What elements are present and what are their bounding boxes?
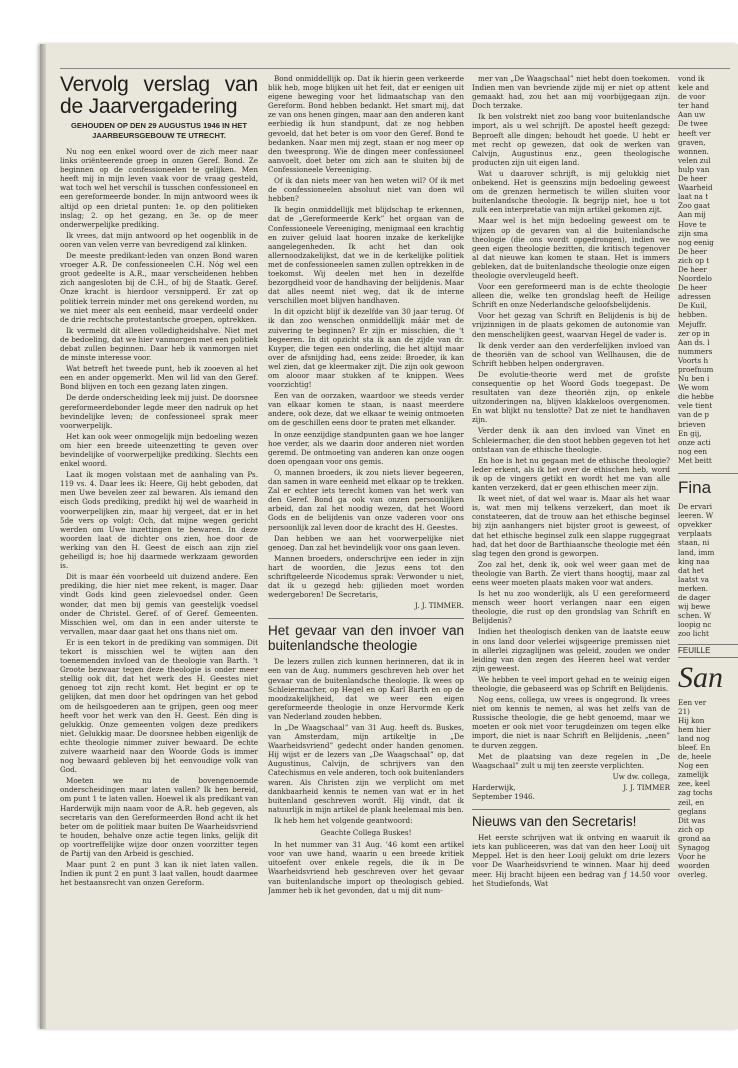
column-1-body	[60, 147, 258, 887]
text-line: De ervari	[678, 502, 713, 512]
text-line: 21)	[678, 706, 690, 716]
text-line: zee, keel	[678, 779, 711, 789]
text-line: merken.	[678, 583, 709, 593]
text-line: heeft ver	[678, 128, 711, 138]
text-line: nog eenig	[678, 237, 714, 247]
text-line: zamelijk	[678, 770, 709, 780]
text-line: zich op	[678, 824, 704, 834]
paragraph: Verder denk ik aan den invloed van Vinet en Schleiermacher, die den stoot hebben gegeven tot het ontstaan van de ethische theologie.	[472, 426, 670, 454]
feuilleton-label: FEUILLE	[678, 644, 738, 657]
text-line: De twee	[678, 119, 708, 129]
column-4-top	[678, 74, 738, 465]
text-line: Synagog	[678, 843, 710, 853]
paragraph: Maar wel is het mijn bedoeling geweest om te wijzen op de gevaren van al die buitenlandsche theologie (die ons wordt opgedrongen), indien we geen eigen theologie bezitten, die kritisch tegenover al dat nieuwe kan komen te staan. Het is immers gebleken, dat de buitenlandsche theologie onze eigen theologie overvleugeld heeft.	[472, 216, 670, 280]
paragraph: In dit opzicht blijf ik dezelfde van 30 jaar terug. Of ik dan zoo wenschen onmiddellijk mâár met de zuivering te beginnen? Er zijn er misschien, die 't begeeren. In dit opzicht sta ik aan de zijde van dr. Kuyper, die tegen een onderling, die het altijd maar over de afsnijding had, eens zeide: Broeder, ik kan wel zien, dat ge kleermaker zijt. Die zijn ook gewoon om alooor maar stukken af te knippen. Wees voorzichtig!	[268, 307, 464, 390]
section-title-theology: Het gevaar van den invoer van buitenlandsche theologie	[268, 618, 464, 653]
paragraph: In „De Waagschaal” van 31 Aug. heeft ds. Buskes, van Amsterdam, mijn artikeltje in „De Waarheidsvriend” gedecht onder handen genomen. Hij wijst er de lezers van „De Waagschaal” op, dat Augustinus, Calvijn, de schrijvers van den Catechismus en vele anderen, toch ook buitenlanders waren. Als Christen zijn we verplicht om met dankbaarheid kennis te nemen van wat er in het buitenland geschreven wordt. Hij vindt, dat ik natuurlijk in mijn artikel de plank heelemaal mis ben.	[268, 723, 464, 814]
paragraph: De evolutie-theorie werd met de grofste consequentie op het Woord Gods toegepast. De resultaten van deze theoriën zijn, op enkele uitzonderingen na, blijven klakkeloos overgenomen. En wat blijkt nu tenslotte? Dat ze niet te handhaven zijn.	[472, 369, 670, 425]
letter-closing: Uw dw. collega,	[612, 771, 670, 781]
paragraph: We hebben te veel import gehad en te weinig eigen theologie, die gebaseerd was op Schrift en Belijdenis.	[472, 674, 670, 693]
secretary-signature: J. J. TIMMER.	[414, 601, 464, 611]
paragraph: Of ik dan niets meer van hen weten wil? Of ik met de confessioneelen absoluut niet van doen wil hebben?	[268, 176, 464, 204]
news-body: Het eerste schrijven wat ik ontving en waaruit ik iets kan publiceeren, was dat van den heer Looij uit Meppel. Het is den heer Looij gelukt om drie lezers voor De Waarheidsvriend te winnen. Maar hij deed meer. Hij bracht bijeen een bedrag van ƒ 14.50 voor het Studiefonds, Wat	[472, 833, 670, 888]
text-line: die hebbe	[678, 392, 714, 402]
text-line: geglans	[678, 806, 707, 816]
article-headline: Vervolg verslag van de Jaarvergadering	[60, 74, 258, 118]
text-line: hulp van	[678, 164, 710, 174]
text-line: We wom	[678, 383, 709, 393]
text-line: woorden	[678, 861, 710, 871]
text-line: staan, ni	[678, 538, 710, 548]
text-line: de voor	[678, 92, 706, 102]
text-line: hebben.	[678, 310, 708, 320]
paragraph: In onze eenzijdige standpunten gaan we hoe langer hoe verder, als we daarin door anderen niet worden geremd. De ontmoeting van anderen kan onze oogen doen opengaan voor ons gemis.	[268, 429, 464, 466]
text-line: bleef. En	[678, 743, 711, 752]
text-line: Noordelo	[678, 274, 712, 284]
letter-name: J. J. TIMMER	[623, 782, 670, 792]
text-line: land nog	[678, 733, 710, 743]
article-subheading: GEHOUDEN OP DEN 29 AUGUSTUS 1946 IN HET JAARBEURSGEBOUW TE UTRECHT.	[71, 121, 247, 140]
column-4-mid	[678, 502, 738, 638]
paragraph: Indien het theologisch denken van de laatste eeuw in ons land door velerlei wijsgeerige premissen niet in allerlei zigzaglijnen was geleid, zouden we onder leiding van den zegen des Heeren heel wat verder zijn geweest.	[472, 627, 670, 673]
paragraph: Mannen broeders, onderschrijve een ieder in zijn hart de woorden, die Jezus eens tot den schriftgeleerde Nicodemus sprak: Verwonder u niet, dat ik u gezegd heb: gijlieden moet worden wedergeboren! De Secretaris,	[268, 553, 464, 600]
text-line: dat het	[678, 565, 704, 575]
text-line: zag tochs	[678, 788, 713, 798]
text-line: Waarheid	[678, 183, 713, 193]
paragraph: De meeste predikant-leden van onzen Bond waren vroeger A.R. De confessioneelen C.H. Nóg wel een groot gedeelte is A.R., maar verscheidenen hebben zich aangesloten bij de C.H., of bij de Staatk. Geref. Onze kracht is hierdoor versnipperd. Er zat op politiek terrein minder met ons gerekend worden, nu we niet meer als een eenheid, maar verdeeld onder de drie rechtsche protestantsche groepen, optrekken.	[60, 251, 258, 324]
text-line: proefnum	[678, 365, 714, 374]
paragraph: mer van „De Waagschaal” niet hebt doen toekomen. Indien men van bevriende zijde mij er niet op attent gemaakt had, zou het aan mij voorbijgegaan zijn. Doch terzake.	[472, 74, 670, 111]
top-rule	[60, 68, 730, 69]
paragraph: Een van de oorzaken, waardoor we steeds verder van elkaar komen te staan, is naast meerdere andere, ook deze, dat we elkaar te weinig ontmoeten om de geschillen eens door te praten met elkander.	[268, 391, 464, 428]
text-line: overleg.	[678, 870, 708, 880]
letter-place: Harderwijk,	[472, 782, 516, 792]
paragraph: Er is een tekort in de prediking van sommigen. Dit tekort is misschien wel te wijten aan den toenemenden invloed van de theologie van Barth. 't Groote bezwaar tegen deze theologie is onder meer stellig ook dit, dat het werk des H. Geestes niet genoeg tot zijn recht komt. Het begint er op te gelijken, dat men door het opdringen van het gebod om de heilsgoederen aan te grijpen, geen oog meer heeft voor het werk van den H. Geest. Eén ding is gelukkig. Onze gemeenten volgen deze predikers niet. Gelukkig maar. De doorsnee hebben eigenlijk de echte theologie nimmer zuiver bewaard. De echte zuivere waarheid naar den Woorde Gods is immer nog bewaard gebleven bij het eenvoudige volk van God.	[60, 637, 258, 775]
column-2	[268, 74, 464, 1024]
text-line: vele tient	[678, 401, 713, 411]
text-line: De heer	[678, 283, 707, 293]
column-4	[678, 74, 738, 1024]
text-line: Dit was	[678, 815, 706, 825]
paragraph: De lezers zullen zich kunnen herinneren, dat ik in een van de Aug. nummers geschreven heb over het gevaar van de buitenlandsche theologie. Ik wees op Schleiermacher, op Hegel en op Karl Barth en op de moodzakelijkheid, dat we weer een eigen gereformeerde theologie in onze Hervormde Kerk van Nederland zouden hebben.	[268, 657, 464, 721]
text-line: nummers	[678, 346, 713, 356]
text-line: Hij kon	[678, 715, 705, 725]
text-line: de, heele	[678, 752, 712, 762]
paragraph: Nog eens, collega, uw vrees is ongegrond. Ik vrees niet om kennis te nemen, al was het zelfs van de Russische theologie, die ge hebt genoemd, maar we moeten er ook niet voor terugdeinzen om tegen elke import, die niet is naar Schrift en Belijdenis, „neen” te durven zeggen.	[472, 695, 670, 750]
text-line: Een ver	[678, 697, 707, 707]
column-2-body	[268, 74, 464, 599]
column-3	[472, 74, 670, 1024]
letter-signoff	[472, 783, 670, 792]
paragraph: Moeten we nu de bovengenoemde onderscheidingen maar laten vallen? Ik ben bereid, om punt 1 te laten vallen. Hoewel ik als predikant van Harderwijk mijn naam voor de A.R. heb gegeven, als secretaris van den Gereformeerden Bond acht ik het beter om de politiek maar buiten De Waarheidsvriend te houden, behalve onze actie tegen links, gelijk dit op voortreffelijke wijze door onzen voorzitter tegen de Partij van den Arbeid is geschied.	[60, 776, 258, 859]
column-1	[60, 74, 258, 1024]
paragraph: Dan hebben we aan het voorwerpelijke niet genoeg. Dan zal het bevindelijk voor ons gaan leven.	[268, 533, 464, 552]
theology-body	[268, 657, 464, 825]
paragraph: Ik vrees, dat mijn antwoord op het oogenblik in de ooren van velen verre van bevredigend zal klinken.	[60, 230, 258, 249]
paragraph: Voor het gezag van Schrift en Belijdenis is bij de vrijzinnigen in de plaats gekomen de autonomie van den menschelijken geest, waarvan Hegel de vader is.	[472, 311, 670, 339]
text-line: De heer	[678, 174, 707, 184]
paragraph: Ik vermeld dit alleen volledigheidshalve. Niet met de bedoeling, dat we hier vanmorgen met een politiek debat zullen beginnen. Daar heb ik vanmorgen niet de minste interesse voor.	[60, 325, 258, 363]
text-line: zeil, en	[678, 797, 705, 807]
text-line: schen. W	[678, 611, 712, 621]
text-line: En gij,	[678, 428, 702, 438]
column-3-body	[472, 74, 670, 770]
text-line: verplaats	[678, 529, 712, 539]
text-line: zoo licht	[678, 629, 709, 639]
paragraph: Voor een gereformeerd man is de echte theologie alleen die, welke ten grondslag heeft de Heilige Schrift en onze Nederlandsche geloofsbelijdenis.	[472, 282, 670, 310]
paragraph: Bond onmiddellijk op. Dat ik hierin geen verkeerde blik heb, moge blijken uit het feit, dat er eenigen uit eigene beweging voor het lidmaatschap van den Gereform. Bond hebben bedankt. Het smart mij, dat ze van ons henen gingen, maar aan den anderen kant eerbiedig ik hun standpunt, dat ze nog hebben gevoeld, dat het beter is om voor den Geref. Bond te bedanken. Naar men mij zegt, staan er nog meer op den tweesprong. Wie de dingen meer confessioneel aanvoelt, doet beter om zich aan te sluiten bij de Confessioneele Vereeniging.	[268, 74, 464, 174]
paragraph: Nu nog een enkel woord over de zich meer naar links oriënteerende groep in onzen Geref. Bond. Ze beginnen op de confessioneelen te gelijken. Men heeft mij in mijn leven vaak voor de vraag gesteld, wat toch wel het verschil is tusschen confessioneel en een gereformeerde bonder. In mijn antwoord wees ik altijd op een drietal punten: 1e. op den politieken inslag; 2. op het gezang, en 3e. op de meer onderwerpelijke prediking.	[60, 147, 258, 229]
paragraph: Ik weet niet, of dat wel waar is. Maar als het waar is, wat men mij telkens verzekert, dan moet ik constateeren, dat de trouw aan het ethische beginsel bij zijn aanhangers niet bijster groot is geweest, of dat het ethische beginsel zulk een slappe ruggegraat had, dat het door de Barthiaansche theologie met één slag tegen den grond is geworpen.	[472, 494, 670, 558]
paragraph: Is het nu zoo wonderlijk, als U een gereformeerd mensch weer hoort verlangen naar een eigen theologie, die rust op den grondslag van Schrift en Belijdenis?	[472, 589, 670, 626]
column-4-bottom	[678, 698, 738, 880]
text-line: opvekker	[678, 520, 712, 530]
text-line: Aan mij	[678, 210, 706, 220]
text-line: laat na t	[678, 192, 709, 202]
paragraph: En hoe is het nu gegaan met de ethische theologie? Ieder erkent, als ik het over de ethischen heb, word ik op de vingers getikt en wordt het me van alle kanten verzekerd, dat er geen ethischen meer zijn.	[472, 455, 670, 493]
finance-heading: Fina	[678, 473, 738, 498]
text-line: De heer	[678, 246, 707, 256]
text-line: king naa	[678, 556, 710, 566]
text-line: zich op t	[678, 255, 710, 265]
text-line: hem hier	[678, 724, 711, 734]
paragraph: Zoo zal het, denk ik, ook wel weer gaan met de theologie van Barth. Ze viert thans hoogtij, maar zal eens weer moeten plaats maken voor wat anders.	[472, 559, 670, 587]
text-line: Voor he	[678, 852, 706, 862]
text-line: Hove te	[678, 219, 707, 229]
text-line: ter hand	[678, 101, 710, 111]
text-line: land, imm	[678, 547, 715, 557]
text-line: Zoo gaat	[678, 201, 710, 211]
text-line: vond ik	[678, 74, 705, 83]
paragraph: Het kan ook weer onmogelijk mijn bedoeling wezen om hier een breede uiteenzetting te geven over bevindelijke of voorwerpelijke prediking. Slechts een enkel woord.	[60, 431, 258, 469]
text-line: Nog een	[678, 761, 709, 771]
paragraph: Wat u daarover schrijft, is mij gelukkig niet onbekend. Het is geenszins mijn bedoeling geweest om de grenzen hermetisch te willen sluiten voor buitenlandsche theologie. Ik begrijp niet, hoe u tot zulk een interpretatie van mijn artikel gekomen zijt.	[472, 168, 670, 215]
text-line: loopig nc	[678, 620, 712, 630]
text-line: nog een	[678, 446, 707, 456]
text-line: de dager	[678, 592, 711, 602]
paragraph: Laat ik mogen volstaan met de aanhaling van Ps. 119 vs. 4. Daar lees ik: Heere, Gij hebt geboden, dat men Uwe bevelen zeer zal bewaren. Als iemand den eisch Gods prediking, predikt hij wel de waarheid in voorwerpelijken zin, maar hij vergeet, dat er in het 5de vers op volgt: Och, dat mijne wegen gericht werden om Uwe inzettingen te bewaren. In deze woorden laat de dichter ons zien, hoe door de werking van den H. Geest de eisch aan zijn ziel geheiligd is; hoe hij daarmede werkzaam geworden is.	[60, 470, 258, 571]
paragraph: Maar punt 2 en punt 3 kan ik niet laten vallen. Indien ik punt 2 en punt 3 laat vallen, houdt daarmee het bestaansrecht van onzen Gereform.	[60, 860, 258, 888]
text-line: graven,	[678, 137, 706, 147]
text-line: brieven	[678, 419, 706, 429]
text-line: onze acti	[678, 437, 711, 447]
paragraph: O, mannen broeders, ik zou niets liever begeeren, dan samen in ware eenheid met elkaar op te trekken. Zal er echter iets terecht komen van het werk van den Geref. Bond ga ook van onzen persoonlijken arbeid, dan zal het noodig wezen, dat het Woord Gods en de belijdenis van onze vaderen voor ons persoonlijk zal leven door de kracht des H. Geestes.	[268, 467, 464, 532]
text-line: Aan ds. l	[678, 337, 710, 347]
text-line: Voorts h	[678, 355, 709, 365]
text-line: wonnen.	[678, 146, 709, 156]
feuilleton-title: San	[678, 660, 723, 694]
paragraph: Ik begin onmiddellijk met blijdschap te erkennen, dat de „Gereformeerde Kerk” het orgaan van de Confessioneele Vereeniging, menigmaal een krachtig en zuiver geluid laat hooren inzake de kerkelijke aangelegenheden. Ik acht het dan ook allernoodzakelijkst, dat we in de kerkelijke politiek met de confessioneelen samen zullen optrekken in de toekomst. Wij deelen met hen in dezelfde bezorgdheid voor de handhaving der belijdenis. Maar dat alles neemt niet weg, dat ik de interne verschillen moet blijven handhaven.	[268, 205, 464, 306]
paragraph: Dit is maar één voorbeeld uit duizend andere. Een prediking, die hier niet mee rekent, is mager. Daar vindt Gods kind geen zielevoedsel onder. Geen wonder, dat men bij gemis van geestelijk voedsel onder de Christel. Geref. of of Geref. Gemeenten. Misschien wel, om dan in een ander uiterste te vervallen, maar daar gaat het ons thans niet om.	[60, 572, 258, 636]
text-line: wij bewe	[678, 602, 711, 612]
text-line: kele and	[678, 83, 709, 93]
closing-paragraph: In het nummer van 31 Aug. '46 komt een artikel voor van uwe hand, waarin u een breede kritiek uitoefent over enkele regels, die ik in De Waarheidsvriend heb geschreven over het gevaar van buitenlandsche import op theologisch gebied. Jammer heb ik het gevonden, dat u mij dit num-	[268, 840, 464, 895]
text-line: De heer	[678, 264, 707, 274]
text-line: leeren. W	[678, 511, 714, 521]
paragraph: Met de plaatsing van deze regelen in „De Waagschaal” zult u mij ten zeerste verplichten.	[472, 751, 670, 770]
paragraph: Wat betreft het tweede punt, heb ik zooeven al het een en ander opgemerkt. Men wil lid van den Geref. Bond blijven en toch een gezang laten zingen.	[60, 364, 258, 392]
text-line: grond aa	[678, 833, 711, 843]
section-title-news: Nieuws van den Secretaris!	[472, 809, 670, 829]
text-line: Aan uw	[678, 110, 706, 120]
paragraph: Ik denk verder aan den verderfelijken invloed van de theoriën van de school van Wellhausen, die de Schrift hebben helpen ondergraven.	[472, 340, 670, 368]
text-line: van de p	[678, 410, 709, 420]
newspaper-page	[40, 44, 738, 1029]
text-line: velen zul	[678, 155, 711, 165]
text-line: Nu ben i	[678, 374, 710, 384]
text-line: adressen	[678, 292, 711, 302]
page-spine	[40, 44, 46, 1029]
paragraph: Ik heb hem het volgende geantwoord:	[274, 815, 413, 825]
text-line: Mejuffr.	[678, 319, 707, 329]
salutation: Geachte Collega Buskes!	[320, 828, 412, 838]
letter-date: September 1946.	[472, 792, 535, 802]
text-line: zijn sma	[678, 228, 709, 238]
text-line: zer op in	[678, 328, 710, 338]
text-line: Met beitt	[678, 455, 712, 465]
paragraph: De derde onderscheiding leek mij juist. De doorsnee gereformeerdebonder legde meer den nadruk op het bevindelijke leven; de confessioneel sprak meer voorwerpelijk.	[60, 393, 258, 430]
text-line: De Kuil,	[678, 301, 708, 311]
paragraph: Ik ben volstrekt niet zoo bang voor buitenlandsche import, als u wel schrijft. De apostel heeft gezegd: Beproeft alle dingen; behoudt het goede. U hebt er met recht op gewezen, dat ook de werken van Calvijn, Augustinus enz., geen theologische producten zijn uit eigen land.	[472, 112, 670, 167]
text-line: laatst va	[678, 574, 709, 584]
